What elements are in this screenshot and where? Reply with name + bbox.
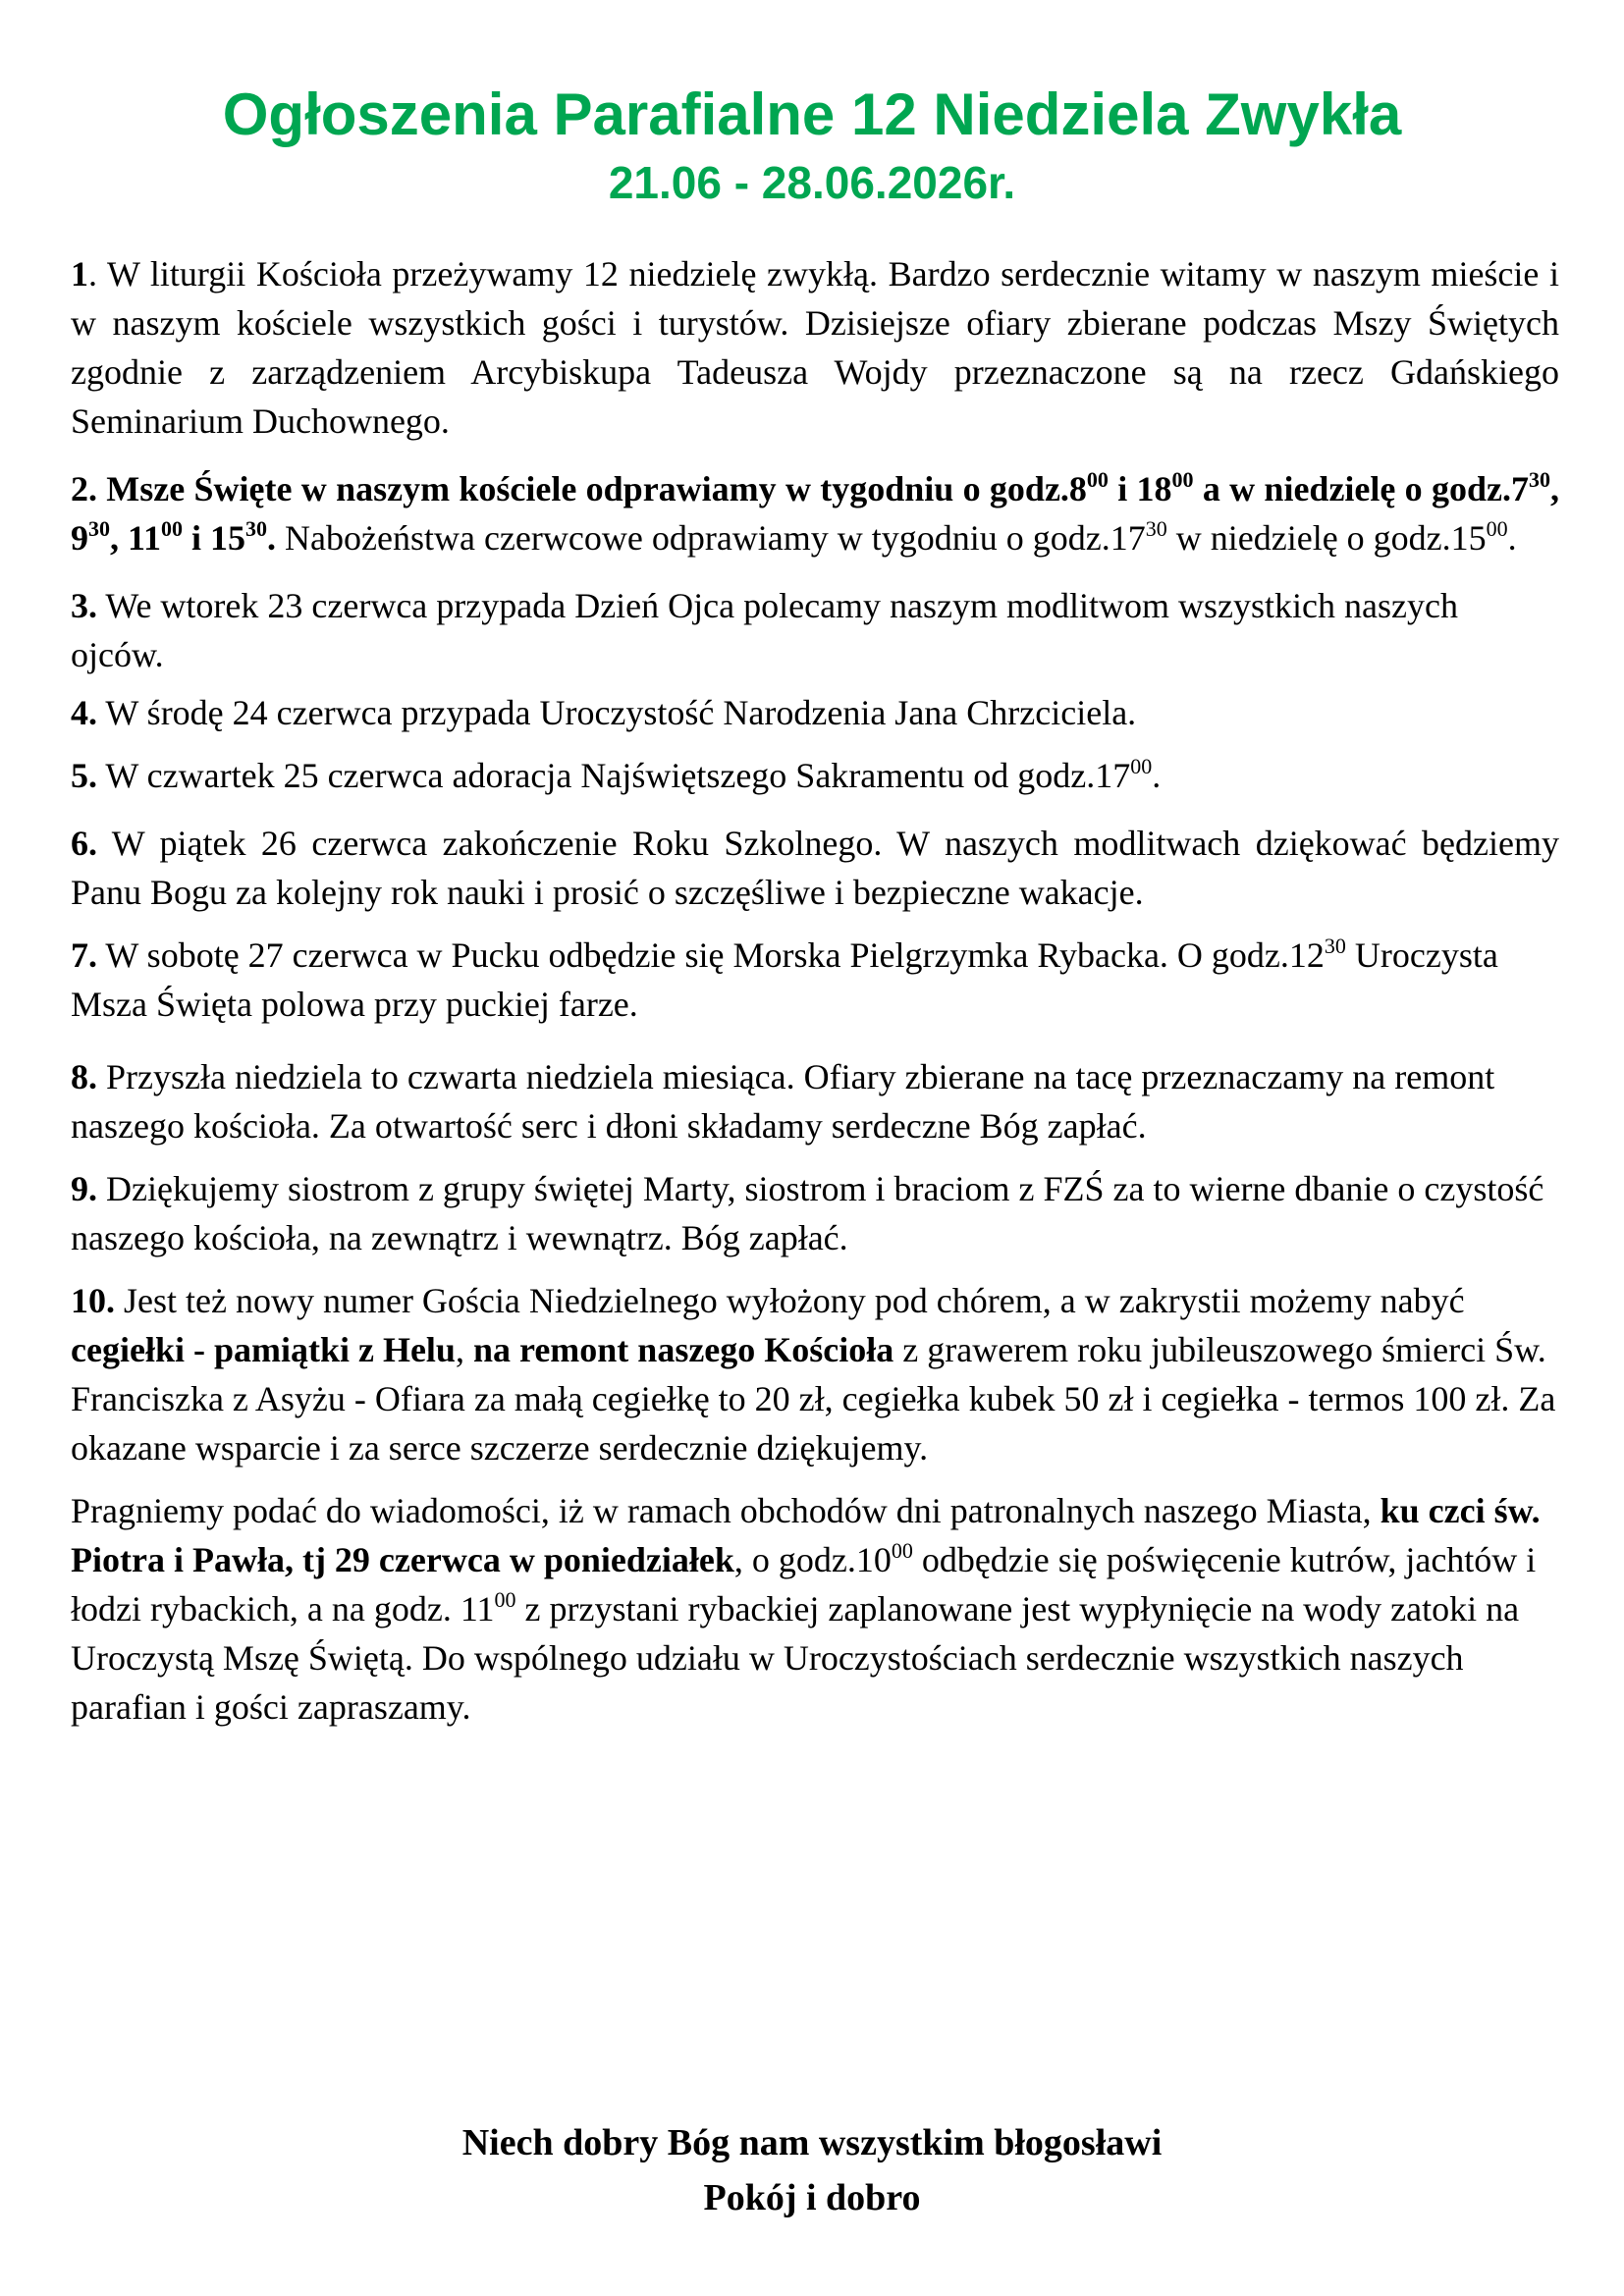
page-title: Ogłoszenia Parafialne 12 Niedziela Zwykła <box>222 81 1402 147</box>
text-segment: 2. Msze Święte w naszym kościele odprawiamy w tygodniu o godz.8 <box>71 469 1087 508</box>
superscript: 00 <box>494 1587 516 1612</box>
announcement-10 <box>71 1276 1559 1472</box>
announcement-text: z grawerem roku jubileuszowego śmierci Św. Franciszka z Asyżu - Ofiara za małą cegiełkę to 20 zł, cegiełka kubek 50 zł i cegiełka - termos 100 zł. Za okazane wsparcie i za serce szczerze serdecznie dziękujemy. <box>71 1330 1556 1468</box>
announcement-7 <box>71 931 1559 1029</box>
announcement-text: , o godz.10 <box>733 1540 892 1579</box>
announcement-text: odbędzie się poświęcenie kutrów, jachtów i łodzi rybackich, a na godz. 11 <box>71 1540 1537 1629</box>
announcement-number: 3. <box>71 586 97 625</box>
announcement-number: 1 <box>71 254 88 294</box>
announcement-text: . <box>1152 756 1162 795</box>
announcement-text: Jest też nowy numer Gościa Niedzielnego wyłożony pod chórem, a w zakrystii możemy nabyć <box>115 1281 1465 1320</box>
announcement-text: z przystani rybackiej zaplanowane jest wypłynięcie na wody zatoki na Uroczystą Mszę Świętą. Do wspólnego udziału w Uroczystościach serdecznie wszystkich naszych parafian i gości zapraszamy. <box>71 1589 1520 1727</box>
announcement-patronal-days <box>71 1486 1559 1732</box>
superscript: 00 <box>161 516 184 541</box>
announcement-3 <box>71 581 1559 679</box>
date-range: 21.06 - 28.06.2026r. <box>608 157 1016 208</box>
announcement-bold: na remont naszego Kościoła <box>472 1330 894 1369</box>
announcement-text: W sobotę 27 czerwca w Pucku odbędzie się Morska Pielgrzymka Rybacka. O godz.12 <box>97 935 1325 975</box>
superscript: 00 <box>1486 516 1508 541</box>
announcement-text: Dziękujemy siostrom z grupy świętej Marty, siostrom i braciom z FZŚ za to wierne dbanie o czystość naszego kościoła, na zewnątrz i wewnątrz. Bóg zapłać. <box>71 1169 1544 1257</box>
announcement-text: . W liturgii Kościoła przeżywamy 12 niedzielę zwykłą. Bardzo serdecznie witamy w naszym mieście i w naszym kościele wszystkich gości i turystów. Dzisiejsze ofiary zbierane podczas Mszy Świętych zgodnie z zarządzeniem Arcybiskupa Tadeusza Wojdy przeznaczone są na rzecz Gdańskiego Seminarium Duchownego. <box>71 254 1559 441</box>
announcement-number: 4. <box>71 693 97 732</box>
closing-line-2: Pokój i dobro <box>703 2177 921 2218</box>
announcement-number: 7. <box>71 935 97 975</box>
announcement-number: 9. <box>71 1169 97 1208</box>
text-segment: a w niedzielę o godz.7 <box>1193 469 1529 508</box>
announcement-text: W piątek 26 czerwca zakończenie Roku Szkolnego. W naszych modlitwach dziękować będziemy Panu Bogu za kolejny rok nauki i prosić o szczęśliwe i bezpieczne wakacje. <box>71 824 1559 912</box>
superscript: 30 <box>1145 516 1167 541</box>
text-segment: i 15 <box>183 518 246 558</box>
announcements-body <box>71 249 1559 1732</box>
text-segment: , 9 <box>71 469 1559 558</box>
superscript: 00 <box>1086 467 1109 492</box>
announcement-9 <box>71 1164 1559 1262</box>
announcement-number: 5. <box>71 756 97 795</box>
announcement-text: Przyszła niedziela to czwarta niedziela miesiąca. Ofiary zbierane na tacę przeznaczamy na remont naszego kościoła. Za otwartość serc i dłoni składamy serdeczne Bóg zapłać. <box>71 1057 1495 1146</box>
closing-line-1: Niech dobry Bóg nam wszystkim błogosławi <box>461 2122 1163 2163</box>
announcement-number: 8. <box>71 1057 97 1096</box>
superscript: 00 <box>1130 754 1153 778</box>
text-segment: , 11 <box>110 518 162 558</box>
text-segment: w niedzielę o godz.15 <box>1166 518 1487 558</box>
announcement-8 <box>71 1052 1559 1150</box>
announcement-bold: ku czci św. Piotra i Pawła, tj 29 czerwca w poniedziałek <box>71 1491 1541 1579</box>
text-segment: . <box>267 518 277 558</box>
text-segment: . <box>1507 518 1517 558</box>
closing-blessing <box>0 2115 1624 2225</box>
announcement-number: 6. <box>71 824 97 863</box>
announcement-text: Uroczysta Msza Święta polowa przy puckiej farze. <box>71 935 1498 1024</box>
superscript: 30 <box>1324 934 1346 958</box>
announcement-4 <box>71 688 1559 737</box>
superscript: 30 <box>1528 467 1550 492</box>
announcement-1 <box>71 249 1559 446</box>
superscript: 00 <box>891 1538 913 1563</box>
superscript: 30 <box>88 516 110 541</box>
announcement-text: W środę 24 czerwca przypada Uroczystość Narodzenia Jana Chrzciciela. <box>97 693 1137 732</box>
announcement-text: We wtorek 23 czerwca przypada Dzień Ojca polecamy naszym modlitwom wszystkich naszych ojców. <box>71 586 1458 674</box>
superscript: 00 <box>1171 467 1194 492</box>
announcement-number: 10. <box>71 1281 115 1320</box>
superscript: 30 <box>245 516 268 541</box>
announcement-5 <box>71 751 1559 800</box>
announcement-text: Pragniemy podać do wiadomości, iż w ramach obchodów dni patronalnych naszego Miasta, <box>71 1491 1380 1530</box>
text-segment: i 18 <box>1108 469 1172 508</box>
text-segment: Nabożeństwa czerwcowe odprawiamy w tygodniu o godz.17 <box>276 518 1146 558</box>
announcement-6 <box>71 819 1559 917</box>
announcement-text: W czwartek 25 czerwca adoracja Najświętszego Sakramentu od godz.17 <box>97 756 1131 795</box>
announcement-2 <box>71 464 1559 562</box>
announcement-bold: cegiełki - pamiątki z Helu <box>71 1330 456 1369</box>
announcement-text: , <box>455 1330 473 1369</box>
